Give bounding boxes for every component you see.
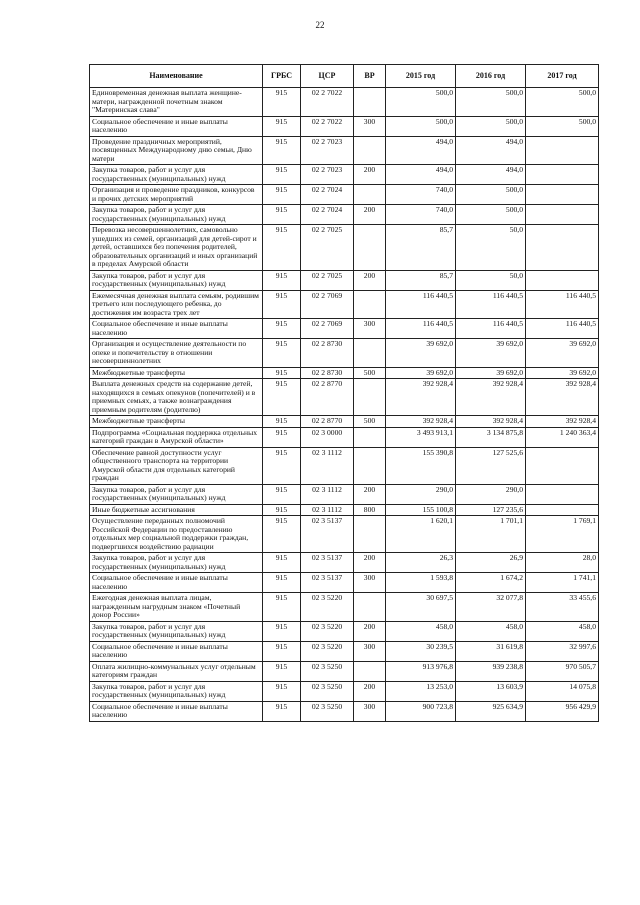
- row-csr: 02 2 7022: [301, 88, 354, 117]
- header-2015: 2015 год: [386, 65, 456, 88]
- row-vr: 300: [354, 319, 386, 339]
- row-vr: 200: [354, 553, 386, 573]
- table-row: [90, 379, 599, 416]
- row-grbs: 915: [263, 484, 301, 504]
- row-csr: 02 3 5250: [301, 681, 354, 701]
- header-name: Наименование: [90, 65, 263, 88]
- row-vr: [354, 88, 386, 117]
- row-csr: 02 2 7023: [301, 136, 354, 165]
- row-name: Организация и проведение праздников, конкурсов и прочих детских мероприятий: [90, 185, 263, 205]
- row-name: Выплата денежных средств на содержание детей, находящихся в семьях опекунов (попечителей) и в приемных семьях, а также вознаграждения приемным родителям (родителю): [90, 379, 263, 416]
- row-2016: 32 077,8: [456, 593, 526, 622]
- row-name: Организация и осуществление деятельности по опеке и попечительству в отношении несовершеннолетних: [90, 339, 263, 368]
- row-vr: [354, 427, 386, 447]
- row-2017: 458,0: [526, 621, 599, 641]
- table-row: [90, 701, 599, 721]
- table-row: [90, 270, 599, 290]
- row-2015: 155 390,8: [386, 447, 456, 484]
- row-vr: 800: [354, 504, 386, 516]
- row-2015: 392 928,4: [386, 416, 456, 428]
- row-vr: [354, 447, 386, 484]
- row-2015: 116 440,5: [386, 319, 456, 339]
- table-row: [90, 225, 599, 271]
- row-2017: 392 928,4: [526, 416, 599, 428]
- row-vr: 300: [354, 641, 386, 661]
- row-grbs: 915: [263, 661, 301, 681]
- row-vr: [354, 339, 386, 368]
- row-2015: 494,0: [386, 136, 456, 165]
- table-body: [90, 88, 599, 722]
- table-row: [90, 88, 599, 117]
- row-2017: 956 429,9: [526, 701, 599, 721]
- table-row: [90, 205, 599, 225]
- row-csr: 02 2 7069: [301, 290, 354, 319]
- row-grbs: 915: [263, 339, 301, 368]
- row-2015: 494,0: [386, 165, 456, 185]
- table-row: [90, 641, 599, 661]
- row-2017: 500,0: [526, 116, 599, 136]
- row-vr: 500: [354, 416, 386, 428]
- row-grbs: 915: [263, 290, 301, 319]
- table-row: [90, 593, 599, 622]
- row-grbs: 915: [263, 641, 301, 661]
- row-2017: 1 240 363,4: [526, 427, 599, 447]
- row-name: Закупка товаров, работ и услуг для государственных (муниципальных) нужд: [90, 205, 263, 225]
- row-grbs: 915: [263, 593, 301, 622]
- row-name: Социальное обеспечение и иные выплаты населению: [90, 319, 263, 339]
- row-csr: 02 2 7025: [301, 225, 354, 271]
- row-2017: [526, 270, 599, 290]
- row-name: Единовременная денежная выплата женщине-матери, награжденной почетным знаком "Материнская слава": [90, 88, 263, 117]
- row-name: Закупка товаров, работ и услуг для государственных (муниципальных) нужд: [90, 484, 263, 504]
- row-vr: [354, 185, 386, 205]
- row-2017: 39 692,0: [526, 339, 599, 368]
- row-2016: 50,0: [456, 270, 526, 290]
- row-2015: 3 493 913,1: [386, 427, 456, 447]
- row-grbs: 915: [263, 621, 301, 641]
- row-2016: 116 440,5: [456, 290, 526, 319]
- row-name: Социальное обеспечение и иные выплаты населению: [90, 573, 263, 593]
- table-header-row: [90, 65, 599, 88]
- row-vr: 200: [354, 681, 386, 701]
- row-csr: 02 3 5250: [301, 701, 354, 721]
- row-2017: [526, 447, 599, 484]
- row-name: Закупка товаров, работ и услуг для государственных (муниципальных) нужд: [90, 270, 263, 290]
- row-vr: [354, 136, 386, 165]
- row-2017: [526, 205, 599, 225]
- row-grbs: 915: [263, 165, 301, 185]
- row-2016: 127 525,6: [456, 447, 526, 484]
- row-csr: 02 3 0000: [301, 427, 354, 447]
- row-csr: 02 3 5220: [301, 621, 354, 641]
- row-name: Закупка товаров, работ и услуг для государственных (муниципальных) нужд: [90, 621, 263, 641]
- row-csr: 02 2 7024: [301, 205, 354, 225]
- row-grbs: 915: [263, 367, 301, 379]
- header-grbs: ГРБС: [263, 65, 301, 88]
- row-2016: 1 674,2: [456, 573, 526, 593]
- row-vr: [354, 225, 386, 271]
- row-2017: 39 692,0: [526, 367, 599, 379]
- row-csr: 02 2 7069: [301, 319, 354, 339]
- row-name: Межбюджетные трансферты: [90, 416, 263, 428]
- row-grbs: 915: [263, 205, 301, 225]
- row-2017: 28,0: [526, 553, 599, 573]
- row-2015: 26,3: [386, 553, 456, 573]
- row-name: Обеспечение равной доступности услуг общественного транспорта на территории Амурской области для отдельных категорий граждан: [90, 447, 263, 484]
- row-2016: 939 238,8: [456, 661, 526, 681]
- row-2015: 913 976,8: [386, 661, 456, 681]
- row-vr: [354, 290, 386, 319]
- row-2016: 494,0: [456, 165, 526, 185]
- table-row: [90, 185, 599, 205]
- row-2015: 85,7: [386, 270, 456, 290]
- row-2016: 500,0: [456, 88, 526, 117]
- row-grbs: 915: [263, 319, 301, 339]
- table-row: [90, 427, 599, 447]
- row-grbs: 915: [263, 573, 301, 593]
- row-grbs: 915: [263, 447, 301, 484]
- row-name: Социальное обеспечение и иные выплаты населению: [90, 116, 263, 136]
- row-csr: 02 2 7024: [301, 185, 354, 205]
- row-vr: 200: [354, 165, 386, 185]
- row-vr: 200: [354, 484, 386, 504]
- row-2015: 392 928,4: [386, 379, 456, 416]
- row-2015: 458,0: [386, 621, 456, 641]
- row-2016: 494,0: [456, 136, 526, 165]
- row-name: Социальное обеспечение и иные выплаты населению: [90, 641, 263, 661]
- row-csr: 02 3 1112: [301, 484, 354, 504]
- header-csr: ЦСР: [301, 65, 354, 88]
- row-name: Закупка товаров, работ и услуг для государственных (муниципальных) нужд: [90, 681, 263, 701]
- header-vr: ВР: [354, 65, 386, 88]
- table-row: [90, 504, 599, 516]
- row-name: Иные бюджетные ассигнования: [90, 504, 263, 516]
- row-2015: 740,0: [386, 185, 456, 205]
- row-2016: 500,0: [456, 205, 526, 225]
- row-name: Закупка товаров, работ и услуг для государственных (муниципальных) нужд: [90, 553, 263, 573]
- row-2015: 13 253,0: [386, 681, 456, 701]
- row-2016: 925 634,9: [456, 701, 526, 721]
- row-vr: 500: [354, 367, 386, 379]
- row-grbs: 915: [263, 225, 301, 271]
- row-grbs: 915: [263, 270, 301, 290]
- row-2017: [526, 484, 599, 504]
- row-2015: 740,0: [386, 205, 456, 225]
- row-2016: 290,0: [456, 484, 526, 504]
- row-csr: 02 2 8770: [301, 416, 354, 428]
- page-number: 22: [315, 20, 325, 30]
- row-csr: 02 2 7025: [301, 270, 354, 290]
- row-name: Ежегодная денежная выплата лицам, награжденным нагрудным знаком «Почетный донор России»: [90, 593, 263, 622]
- row-2017: 392 928,4: [526, 379, 599, 416]
- row-2015: 290,0: [386, 484, 456, 504]
- row-name: Подпрограмма «Социальная поддержка отдельных категорий граждан в Амурской области»: [90, 427, 263, 447]
- table-row: [90, 553, 599, 573]
- row-csr: 02 2 7023: [301, 165, 354, 185]
- row-2015: 900 723,8: [386, 701, 456, 721]
- row-vr: 200: [354, 621, 386, 641]
- row-2017: 1 741,1: [526, 573, 599, 593]
- table-row: [90, 516, 599, 553]
- row-2015: 39 692,0: [386, 367, 456, 379]
- row-2017: 33 455,6: [526, 593, 599, 622]
- row-2016: 458,0: [456, 621, 526, 641]
- budget-table: [89, 64, 599, 722]
- table-row: [90, 416, 599, 428]
- header-2017: 2017 год: [526, 65, 599, 88]
- row-vr: 300: [354, 573, 386, 593]
- row-2015: 116 440,5: [386, 290, 456, 319]
- row-vr: 300: [354, 116, 386, 136]
- row-2016: 13 603,9: [456, 681, 526, 701]
- row-grbs: 915: [263, 116, 301, 136]
- header-2016: 2016 год: [456, 65, 526, 88]
- table-row: [90, 339, 599, 368]
- row-2017: 14 075,8: [526, 681, 599, 701]
- row-name: Социальное обеспечение и иные выплаты населению: [90, 701, 263, 721]
- row-2016: 500,0: [456, 185, 526, 205]
- row-2015: 1 593,8: [386, 573, 456, 593]
- table-row: [90, 661, 599, 681]
- row-2016: 26,9: [456, 553, 526, 573]
- row-name: Закупка товаров, работ и услуг для государственных (муниципальных) нужд: [90, 165, 263, 185]
- row-csr: 02 3 5137: [301, 553, 354, 573]
- row-grbs: 915: [263, 185, 301, 205]
- row-2016: 50,0: [456, 225, 526, 271]
- row-2017: 970 505,7: [526, 661, 599, 681]
- row-grbs: 915: [263, 681, 301, 701]
- row-grbs: 915: [263, 553, 301, 573]
- row-csr: 02 2 7022: [301, 116, 354, 136]
- row-csr: 02 3 5250: [301, 661, 354, 681]
- row-2017: 116 440,5: [526, 319, 599, 339]
- table-row: [90, 484, 599, 504]
- row-2016: 39 692,0: [456, 339, 526, 368]
- row-2016: 3 134 875,8: [456, 427, 526, 447]
- row-2017: [526, 185, 599, 205]
- row-csr: 02 2 8770: [301, 379, 354, 416]
- row-vr: [354, 516, 386, 553]
- row-name: Оплата жилищно-коммунальных услуг отдельным категориям граждан: [90, 661, 263, 681]
- row-vr: [354, 379, 386, 416]
- row-vr: [354, 661, 386, 681]
- table-row: [90, 367, 599, 379]
- row-csr: 02 2 8730: [301, 339, 354, 368]
- row-csr: 02 2 8730: [301, 367, 354, 379]
- row-grbs: 915: [263, 427, 301, 447]
- row-2017: [526, 504, 599, 516]
- row-csr: 02 3 1112: [301, 504, 354, 516]
- table-row: [90, 319, 599, 339]
- row-2015: 30 697,5: [386, 593, 456, 622]
- row-2015: 500,0: [386, 88, 456, 117]
- table-row: [90, 681, 599, 701]
- table-row: [90, 621, 599, 641]
- row-2015: 30 239,5: [386, 641, 456, 661]
- row-2016: 392 928,4: [456, 416, 526, 428]
- row-2016: 31 619,8: [456, 641, 526, 661]
- table-row: [90, 447, 599, 484]
- row-2017: 1 769,1: [526, 516, 599, 553]
- row-csr: 02 3 5220: [301, 641, 354, 661]
- row-2017: [526, 165, 599, 185]
- table-row: [90, 136, 599, 165]
- table-row: [90, 165, 599, 185]
- row-grbs: 915: [263, 416, 301, 428]
- row-csr: 02 3 1112: [301, 447, 354, 484]
- row-grbs: 915: [263, 516, 301, 553]
- row-2017: [526, 136, 599, 165]
- row-2017: [526, 225, 599, 271]
- row-2017: 116 440,5: [526, 290, 599, 319]
- row-grbs: 915: [263, 379, 301, 416]
- row-2016: 127 235,6: [456, 504, 526, 516]
- row-vr: 200: [354, 205, 386, 225]
- table-row: [90, 116, 599, 136]
- row-grbs: 915: [263, 136, 301, 165]
- row-2016: 116 440,5: [456, 319, 526, 339]
- row-name: Межбюджетные трансферты: [90, 367, 263, 379]
- row-csr: 02 3 5220: [301, 593, 354, 622]
- row-vr: 300: [354, 701, 386, 721]
- row-grbs: 915: [263, 701, 301, 721]
- table-row: [90, 573, 599, 593]
- row-name: Проведение праздничных мероприятий, посвященных Международному дню семьи, Дню матери: [90, 136, 263, 165]
- row-vr: 200: [354, 270, 386, 290]
- row-2015: 85,7: [386, 225, 456, 271]
- row-vr: [354, 593, 386, 622]
- row-grbs: 915: [263, 88, 301, 117]
- row-name: Осуществление переданных полномочий Российской Федерации по предоставлению отдельных мер социальной поддержки граждан, подвергшихся воздействию радиации: [90, 516, 263, 553]
- row-csr: 02 3 5137: [301, 516, 354, 553]
- row-2015: 500,0: [386, 116, 456, 136]
- row-2015: 1 620,1: [386, 516, 456, 553]
- row-2015: 39 692,0: [386, 339, 456, 368]
- row-2016: 1 701,1: [456, 516, 526, 553]
- row-csr: 02 3 5137: [301, 573, 354, 593]
- row-2016: 39 692,0: [456, 367, 526, 379]
- row-2016: 392 928,4: [456, 379, 526, 416]
- row-2017: 32 997,6: [526, 641, 599, 661]
- row-name: Перевозка несовершеннолетних, самовольно ушедших из семей, организаций для детей-сирот и детей, оставшихся без попечения родителей, образовательных организаций и иных организаций в пределах Амурской области: [90, 225, 263, 271]
- table-row: [90, 290, 599, 319]
- row-2015: 155 100,8: [386, 504, 456, 516]
- row-name: Ежемесячная денежная выплата семьям, родившим третьего или последующего ребенка, до достижения им возраста трех лет: [90, 290, 263, 319]
- row-grbs: 915: [263, 504, 301, 516]
- row-2017: 500,0: [526, 88, 599, 117]
- row-2016: 500,0: [456, 116, 526, 136]
